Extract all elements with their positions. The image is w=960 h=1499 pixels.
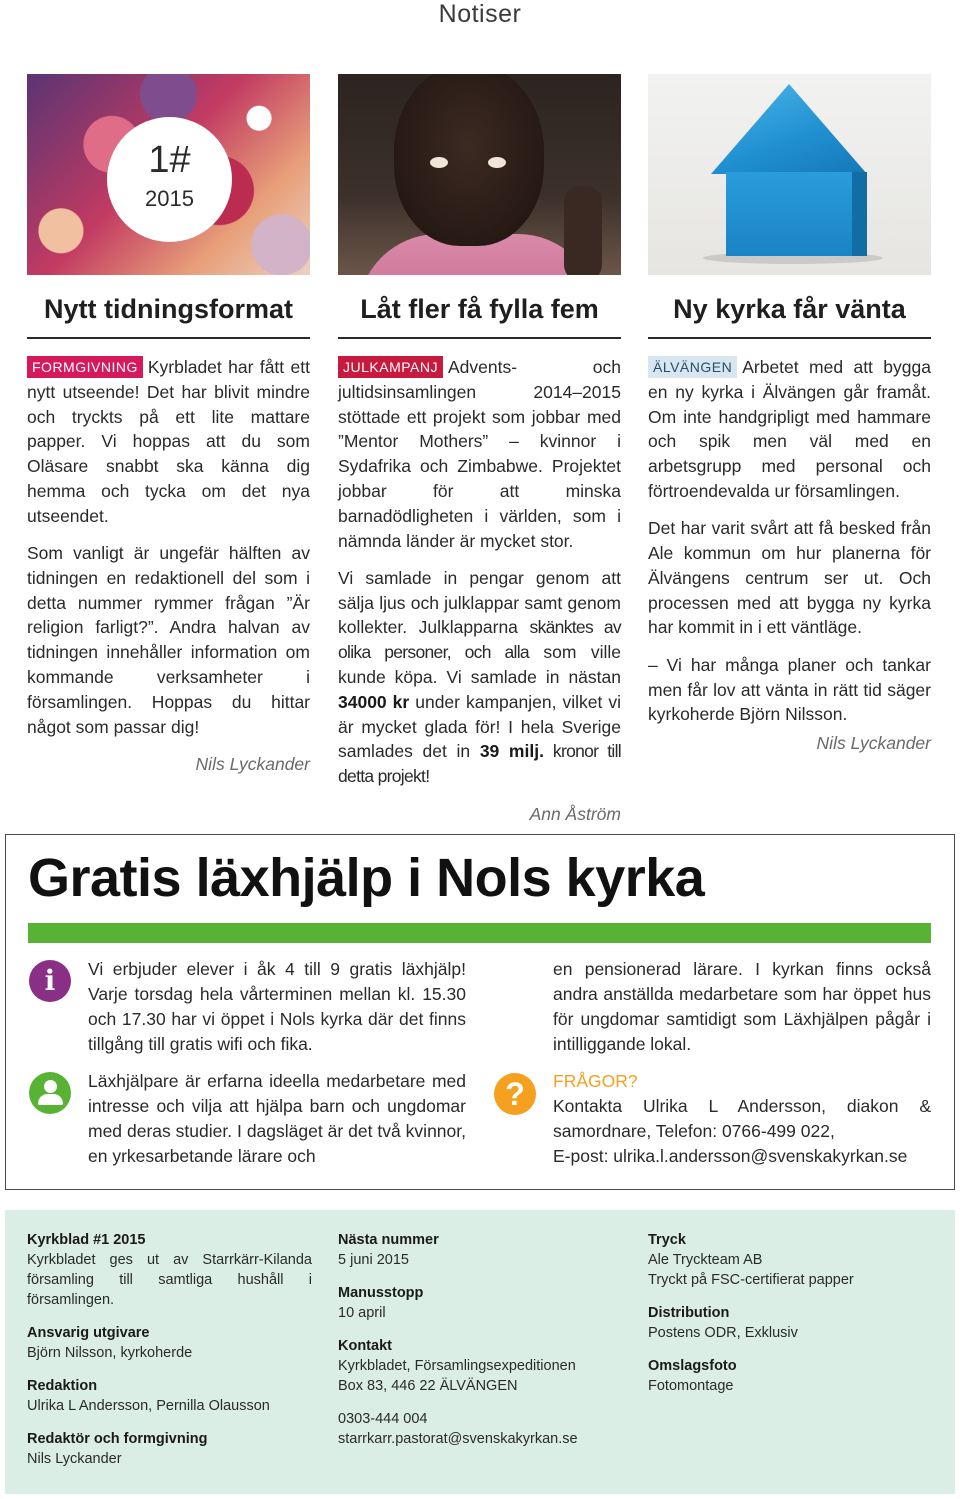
child-eye [430, 157, 448, 168]
article-title: Låt fler få fylla fem [338, 289, 621, 339]
contact-text: Kontakta Ulrika L Andersson, diakon & samordnare, Telefon: 0766-499 022, [553, 1096, 931, 1141]
article-paragraph: Det har varit svårt att få besked från Ale kommun om hur planerna för Älvängens centrum ser ut. Och processen med att bygga ny kyrka har kommit in i ett väntläge. [648, 518, 931, 638]
colophon-heading: Tryck [648, 1232, 686, 1248]
laxhjalp-text: Läxhjälpare är erfarna ideella medarbetare med intresse och vilja att hjälpa barn och ungdomar med deras studier. I dagsläget är det två kvinnor, en yrkesarbetande lärare och [88, 1071, 466, 1166]
laxhjalp-title: Gratis läxhjälp i Nols kyrka [28, 848, 705, 908]
article-lead: Kyrbladet har fått ett nytt utseende! Det har blivit mindre och tryckts på ett lite mattare papper. Vi hoppas att du som Oläsare snabbt ska känna dig hemma och tycka om det nya utseendet. [27, 357, 310, 526]
issue-number: 1# [148, 139, 191, 181]
article-body [648, 355, 931, 756]
house-body [726, 172, 852, 256]
colophon-heading: Redaktion [27, 1378, 98, 1394]
colophon-heading: Omslagsfoto [648, 1358, 737, 1374]
colophon-line: Ulrika L Andersson, Pernilla Olausson [27, 1398, 270, 1414]
colophon-heading: Redaktör och formgivning [27, 1431, 208, 1447]
colophon-line: Tryckt på FSC-certifierat papper [648, 1272, 854, 1288]
cover-photo [27, 74, 310, 275]
colophon-heading: Kontakt [338, 1338, 392, 1354]
colophon-block [27, 1323, 312, 1363]
colophon-block [648, 1303, 933, 1343]
byline: Nils Lyckander [816, 733, 931, 754]
child-face [394, 74, 544, 246]
child-hand [564, 186, 602, 275]
colophon-line: Postens ODR, Exklusiv [648, 1325, 798, 1341]
question-icon: ? [494, 1073, 536, 1115]
highlight-amount: 34000 kr [338, 691, 410, 712]
category-tag: JULKAMPANJ [338, 356, 443, 378]
colophon [5, 1210, 955, 1494]
article-body [338, 355, 621, 826]
person-body [38, 1094, 63, 1105]
byline: Ann Åström [529, 803, 621, 824]
article-title: Nytt tidningsformat [27, 289, 310, 339]
house-side [852, 172, 867, 256]
colophon-line: Nils Lyckander [27, 1451, 122, 1467]
colophon-block [648, 1230, 933, 1290]
text-run: som ville kunde köpa. Vi samlade in nästan [338, 642, 621, 688]
article-ny-kyrka-far-vanta [648, 74, 931, 756]
text-run: skänktes av olika personer, och alla [338, 617, 621, 663]
colophon-heading: Ansvarig utgivare [27, 1325, 150, 1341]
colophon-heading: Kyrkblad #1 2015 [27, 1232, 146, 1248]
article-lead: Arbetet med att bygga en ny kyrka i Älvängen går framåt. Om inte handgripligt med hammare och spik men väl med en arbetsgrupp med personal och förtroendevalda ur församlingen. [648, 357, 931, 501]
article-title: Ny kyrka får vänta [648, 289, 931, 339]
person-icon [29, 1072, 71, 1114]
colophon-line: Kyrkbladet ges ut av Starrkärr-Kilanda församling till samtliga hushåll i församlingen. [27, 1252, 312, 1308]
issue-year: 2015 [145, 186, 194, 211]
green-bar [28, 923, 931, 943]
byline: Nils Lyckander [195, 753, 310, 774]
colophon-heading: Distribution [648, 1305, 730, 1321]
colophon-line: 5 juni 2015 [338, 1252, 409, 1268]
colophon-block [27, 1376, 312, 1416]
laxhjalp-text: Vi erbjuder elever i åk 4 till 9 gratis läxhjälp! Varje torsdag hela vårterminen mellan kl. 15.30 och 17.30 har vi öppet i Nols kyrka där det finns tillgång till gratis wifi och fika. [88, 959, 466, 1054]
text-run: Vi samlade in pengar genom att sälja ljus och julklappar samt genom kollekter. Julklapparna [338, 567, 621, 638]
house-photo [648, 74, 931, 275]
colophon-block [27, 1230, 312, 1310]
article-nytt-tidningsformat [27, 74, 310, 777]
article-lat-fler-fa-fylla-fem [338, 74, 621, 826]
person-head [44, 1080, 57, 1093]
colophon-line: Box 83, 446 22 ÄLVÄNGEN [338, 1378, 518, 1394]
colophon-block [338, 1230, 623, 1270]
colophon-block [648, 1356, 933, 1396]
colophon-line: 10 april [338, 1305, 386, 1321]
article-paragraph: – Vi har många planer och tankar men får lov att vänta in rätt tid säger kyrkoherde Björn Nilsson. [648, 654, 931, 725]
category-tag: FORMGIVNING [27, 356, 143, 378]
article-lead: Advents- och jultidsinsamlingen 2014–2015 stöttade ett projekt som jobbar med ”Mentor Mothers” – kvinnor i Sydafrika och Zimbabwe. Projektet jobbar för att minska barnadödligheten i världen, som i nämnda länder är mycket stor. [338, 357, 621, 551]
colophon-line: Ale Tryckteam AB [648, 1252, 763, 1268]
colophon-heading: Manusstopp [338, 1285, 424, 1301]
article-paragraph: Som vanligt är ungefär hälften av tidningen en redaktionell del som i detta nummer rymmer frågan ”Är religion farligt?”. Andra halvan av tidningen innehåller information om kommande verksamheter i församlingen. Hoppas du hittar något som passar dig! [27, 543, 310, 737]
child-photo [338, 74, 621, 275]
article-paragraph [338, 566, 621, 789]
colophon-column [27, 1230, 312, 1482]
colophon-column [338, 1230, 623, 1462]
colophon-column [648, 1230, 933, 1409]
contact-block [553, 1069, 931, 1169]
colophon-block [338, 1409, 623, 1449]
category-tag: ÄLVÄNGEN [648, 356, 737, 378]
child-eye [488, 157, 506, 168]
house-roof [711, 84, 867, 174]
colophon-phone: 0303-444 004 [338, 1411, 428, 1427]
section-title: Notiser [438, 0, 522, 28]
colophon-block [338, 1336, 623, 1396]
info-icon: i [29, 960, 71, 1002]
laxhjalp-box [5, 834, 955, 1190]
colophon-heading: Nästa nummer [338, 1232, 439, 1248]
highlight-amount: 39 milj. [479, 741, 544, 762]
contact-email: E-post: ulrika.l.andersson@svenskakyrkan.se [553, 1146, 908, 1166]
colophon-block [27, 1429, 312, 1469]
colophon-line: Kyrkbladet, Församlingsexpeditionen [338, 1358, 576, 1374]
colophon-line: Björn Nilsson, kyrkoherde [27, 1345, 193, 1361]
text-run: under kampanjen, vilket vi är mycket glada för! I hela Sverige samlades det in [338, 691, 621, 762]
colophon-email: starrkarr.pastorat@svenskakyrkan.se [338, 1431, 578, 1447]
article-body [27, 355, 310, 777]
colophon-block [338, 1283, 623, 1323]
laxhjalp-text: en pensionerad lärare. I kyrkan finns också andra anställda medarbetare som har öppet hus för ungdomar samtidigt som Läxhjälpen pågår i intilliggande lokal. [553, 959, 931, 1054]
colophon-line: Fotomontage [648, 1378, 734, 1394]
text-run: kronor till detta projekt! [338, 741, 621, 787]
faq-label: FRÅGOR? [553, 1071, 638, 1091]
issue-badge [107, 117, 232, 242]
